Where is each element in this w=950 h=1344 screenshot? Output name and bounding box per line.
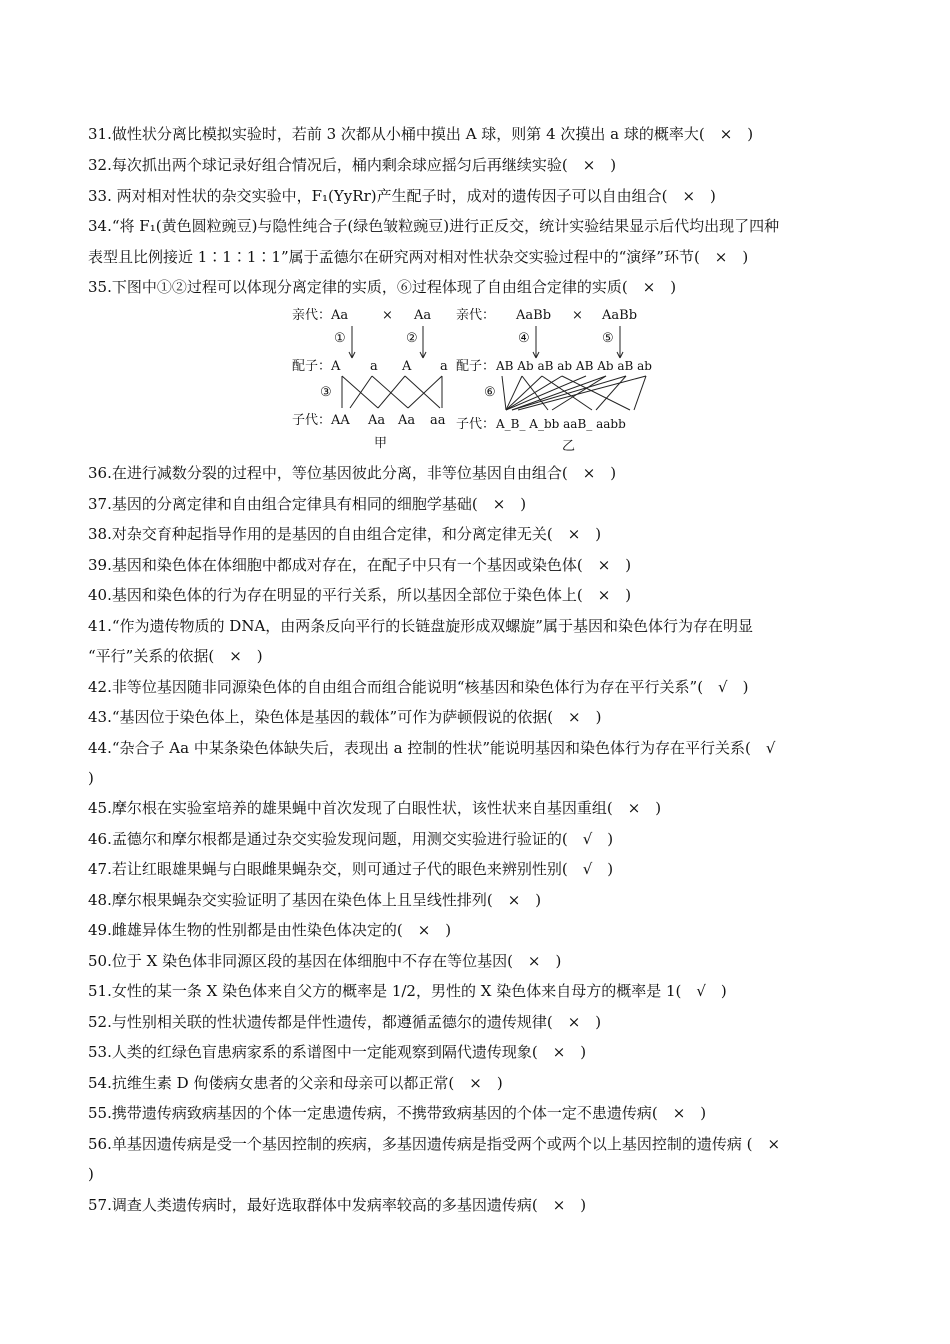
fig-arrow-cross (342, 376, 378, 408)
fig-offspring-2: A_B_ A_bb aaB_ aabb (496, 417, 626, 431)
question-44-line2: ) (88, 769, 94, 787)
fig-offspring-label-1: 子代：AA (292, 413, 350, 428)
fig-gamete-label-1: 配子：A (292, 359, 341, 374)
fig-step-5: ⑤ (602, 331, 614, 346)
fig-arrow-fan (542, 376, 592, 410)
fig-arrow-fan (562, 376, 630, 410)
fig-arrow-fan (502, 376, 506, 410)
question-33: 33. 两对相对性状的杂交实验中，F₁(YyRr)产生配子时，成对的遗传因子可以自由组合( × ) (88, 187, 716, 205)
question-40: 40.基因和染色体的行为存在明显的平行关系，所以基因全部位于染色体上( × ) (88, 586, 632, 604)
question-34-line2: 表型且比例接近 1∶1∶1∶1”属于孟德尔在研究两对相对性状杂交实验过程中的“演绎”环节( × ) (88, 248, 749, 266)
question-57: 57.调查人类遗传病时，最好选取群体中发病率较高的多基因遗传病( × ) (88, 1196, 587, 1214)
fig-arrow-cross (350, 376, 372, 408)
fig-offspring-label-2: 子代： (456, 417, 496, 432)
question-51: 51.女性的某一条 X 染色体来自父方的概率是 1/2，男性的 X 染色体来自母方的概率是 1( √ ) (88, 982, 727, 1000)
fig-step-6: ⑥ (484, 385, 496, 400)
fig-step-4: ④ (518, 331, 530, 346)
question-56-line2: ) (88, 1165, 94, 1183)
fig-arrow-cross (372, 376, 408, 408)
fig-arrow-fan (596, 376, 626, 410)
fig-parent-label-2: 亲代： (456, 308, 496, 323)
fig-gamete-1d: a (440, 359, 448, 374)
question-41-line2: “平行”关系的依据( × ) (88, 647, 263, 665)
cross-diagram-svg (290, 300, 660, 460)
genetics-cross-diagram (290, 300, 660, 460)
question-34-line1: 34.“将 F₁(黄色圆粒豌豆)与隐性纯合子(绿色皱粒豌豆)进行正反交，统计实验结果显示后代均出现了四种 (88, 217, 780, 235)
fig-parent-1b: Aa (414, 308, 432, 323)
question-38: 38.对杂交育种起指导作用的是基因的自由组合定律，和分离定律无关( × ) (88, 525, 602, 543)
question-42: 42.非等位基因随非同源染色体的自由组合而组合能说明“核基因和染色体行为存在平行关系”( √ ) (88, 678, 749, 696)
fig-arrow-fan (506, 376, 586, 410)
fig-arrow-fan (512, 376, 626, 410)
question-43: 43.“基因位于染色体上，染色体是基因的载体”可作为萨顿假说的依据( × ) (88, 708, 602, 726)
fig-caption-1: 甲 (374, 436, 388, 451)
question-48: 48.摩尔根果蝇杂交实验证明了基因在染色体上且呈线性排列( × ) (88, 891, 542, 909)
question-47: 47.若让红眼雄果蝇与白眼雌果蝇杂交，则可通过子代的眼色来辨别性别( √ ) (88, 860, 614, 878)
question-36: 36.在进行减数分裂的过程中，等位基因彼此分离，非等位基因自由组合( × ) (88, 464, 617, 482)
fig-offspring-1b: Aa (368, 413, 386, 428)
fig-arrow-cross (405, 376, 440, 408)
question-31: 31.做性状分离比模拟实验时，若前 3 次都从小桶中摸出 A 球，则第 4 次摸出 a 球的概率大( × ) (88, 125, 754, 143)
fig-gametes-2: AB Ab aB ab AB Ab aB ab (496, 359, 652, 373)
fig-caption-2: 乙 (562, 439, 576, 454)
fig-parent-2a: AaBb (516, 308, 552, 323)
fig-arrow-cross (378, 376, 405, 408)
question-41-line1: 41.“作为遗传物质的 DNA，由两条反向平行的长链盘旋形成双螺旋”属于基因和染色体行为存在明显 (88, 617, 753, 635)
question-46: 46.孟德尔和摩尔根都是通过杂交实验发现问题，用测交实验进行验证的( √ ) (88, 830, 614, 848)
fig-gamete-label-2: 配子： (456, 359, 496, 374)
fig-gamete-1b: a (370, 359, 378, 374)
question-49: 49.雌雄异体生物的性别都是由性染色体决定的( × ) (88, 921, 452, 939)
question-45: 45.摩尔根在实验室培养的雄果蝇中首次发现了白眼性状，该性状来自基因重组( × ) (88, 799, 662, 817)
question-55: 55.携带遗传病致病基因的个体一定患遗传病，不携带致病基因的个体一定不患遗传病( × ) (88, 1104, 707, 1122)
fig-step-1: ① (334, 331, 346, 346)
question-52: 52.与性别相关联的性状遗传都是伴性遗传，都遵循孟德尔的遗传规律( × ) (88, 1013, 602, 1031)
question-54: 54.抗维生素 D 佝偻病女患者的父亲和母亲可以都正常( × ) (88, 1074, 503, 1092)
question-44-line1: 44.“杂合子 Aa 中某条染色体缺失后，表现出 a 控制的性状”能说明基因和染色体行为存在平行关系( √ (88, 739, 776, 757)
fig-parent-2b: AaBb (602, 308, 638, 323)
fig-parent-label-1: 亲代：Aa (292, 308, 349, 323)
question-32: 32.每次抓出两个球记录好组合情况后，桶内剩余球应摇匀后再继续实验( × ) (88, 156, 617, 174)
question-35: 35.下图中①②过程可以体现分离定律的实质，⑥过程体现了自由组合定律的实质( × ) (88, 278, 677, 296)
fig-step-2: ② (406, 331, 418, 346)
fig-gamete-1c: A (402, 359, 412, 374)
question-53: 53.人类的红绿色盲患病家系的系谱图中一定能观察到隔代遗传现象( × ) (88, 1043, 587, 1061)
fig-offspring-1c: Aa (398, 413, 416, 428)
fig-cross-2: × (572, 308, 583, 323)
question-37: 37.基因的分离定律和自由组合定律具有相同的细胞学基础( × ) (88, 495, 527, 513)
fig-cross-1: × (382, 308, 393, 323)
fig-offspring-1d: aa (430, 413, 446, 428)
question-39: 39.基因和染色体在体细胞中都成对存在，在配子中只有一个基因或染色体( × ) (88, 556, 632, 574)
question-50: 50.位于 X 染色体非同源区段的基因在体细胞中不存在等位基因( × ) (88, 952, 562, 970)
question-56-line1: 56.单基因遗传病是受一个基因控制的疾病，多基因遗传病是指受两个或两个以上基因控制的遗传病 ( × (88, 1135, 781, 1153)
fig-arrow-cross (408, 376, 442, 408)
fig-arrow-fan (634, 376, 646, 410)
fig-step-3: ③ (320, 385, 332, 400)
